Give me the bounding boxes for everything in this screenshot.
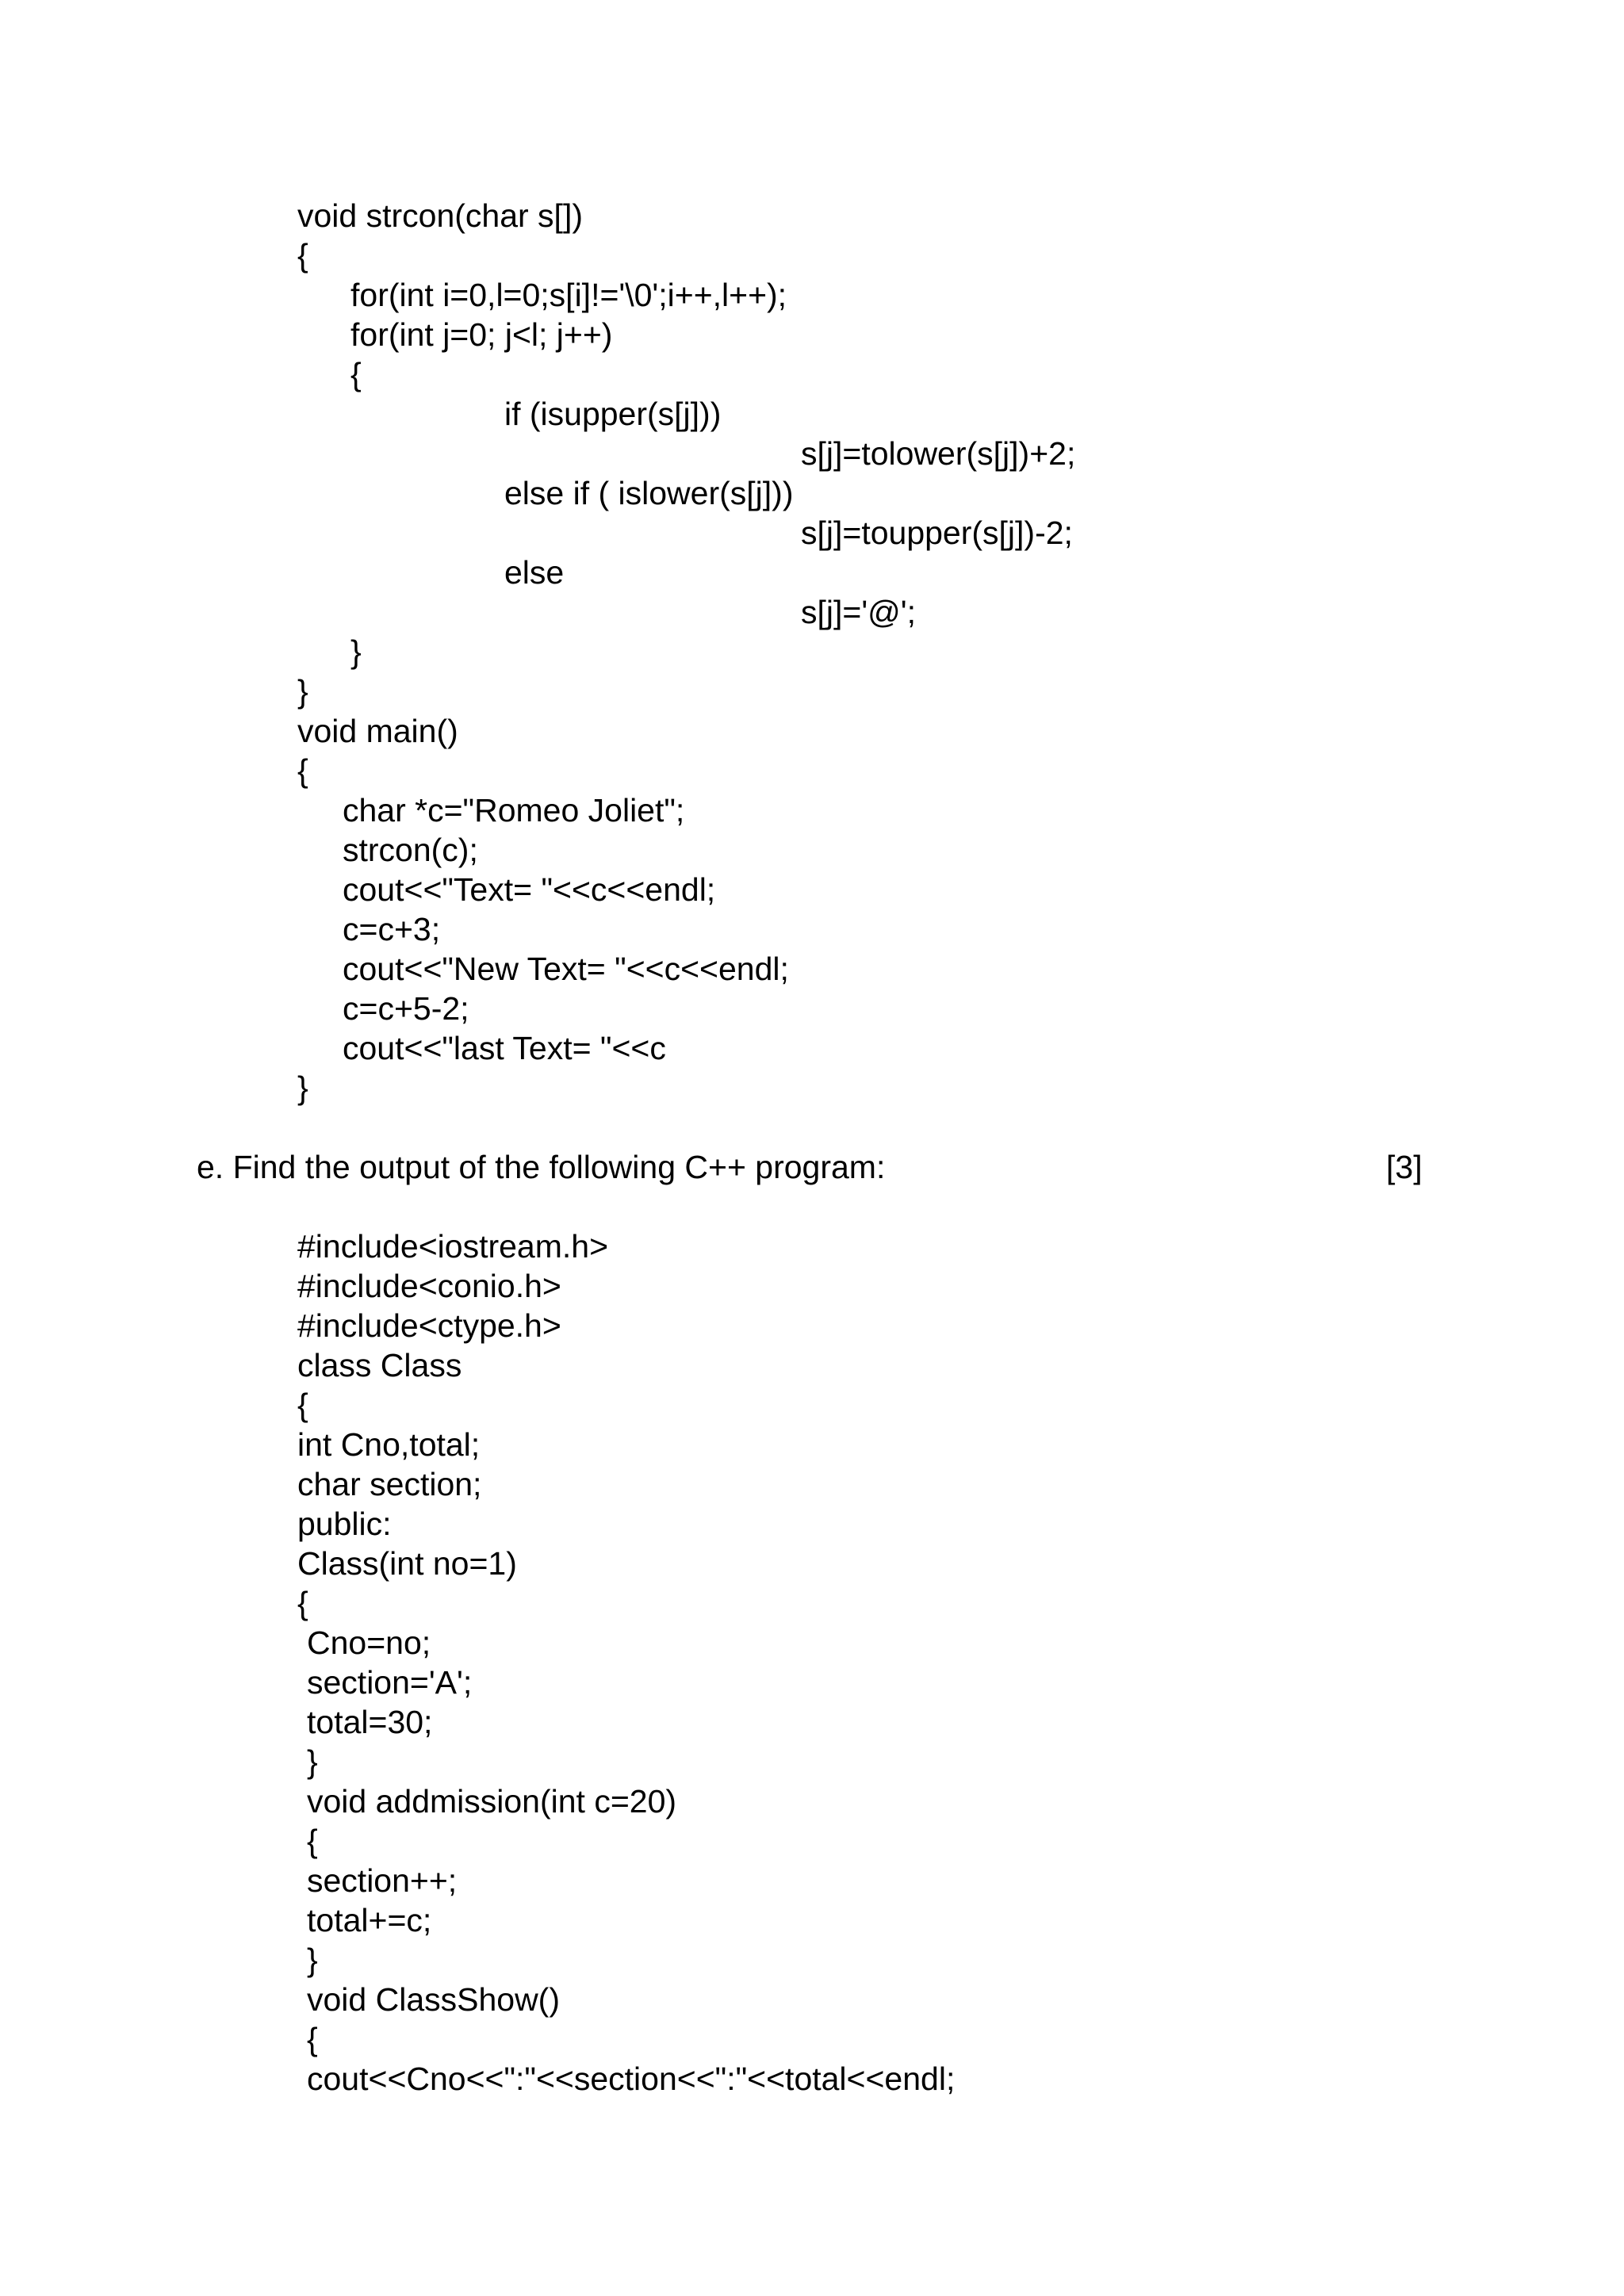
- code-line: s[j]='@';: [801, 594, 917, 630]
- code-line: }: [297, 673, 308, 710]
- code-line: void addmission(int c=20): [307, 1783, 677, 1820]
- code-line: for(int i=0,l=0;s[i]!='\0';i++,l++);: [350, 277, 787, 313]
- code-line: s[j]=toupper(s[j])-2;: [801, 515, 1073, 551]
- code-line: void main(): [297, 713, 458, 749]
- code-line: #include<conio.h>: [297, 1268, 561, 1304]
- code-line: int Cno,total;: [297, 1426, 481, 1463]
- code-line: }: [297, 1070, 308, 1106]
- code-line: char section;: [297, 1466, 482, 1502]
- code-line: s[j]=tolower(s[j])+2;: [801, 435, 1076, 472]
- code-line: {: [297, 1585, 308, 1621]
- code-line: Class(int no=1): [297, 1545, 517, 1582]
- code-line: {: [350, 356, 362, 392]
- code-line: else if ( islower(s[j])): [504, 475, 794, 511]
- code-line: for(int j=0; j<l; j++): [350, 316, 613, 353]
- code-line: Cno=no;: [307, 1624, 431, 1661]
- code-line: }: [307, 1743, 318, 1780]
- question-marks: [3]: [1386, 1149, 1423, 1185]
- code-line: #include<iostream.h>: [297, 1228, 609, 1265]
- code-line: void strcon(char s[]): [297, 197, 583, 234]
- code-line: public:: [297, 1506, 392, 1542]
- question-text: e. Find the output of the following C++ program:: [197, 1149, 886, 1185]
- code-line: total+=c;: [307, 1902, 432, 1938]
- code-line: cout<<"New Text= "<<c<<endl;: [343, 951, 789, 987]
- code-line: {: [297, 237, 308, 274]
- code-line: cout<<Cno<<":"<<section<<":"<<total<<endl;: [307, 2061, 956, 2097]
- code-line: total=30;: [307, 1704, 433, 1740]
- code-line: else: [504, 554, 565, 591]
- code-line: {: [297, 752, 308, 789]
- code-line: if (isupper(s[j])): [504, 396, 722, 432]
- code-line: void ClassShow(): [307, 1981, 560, 2018]
- code-line: cout<<"Text= "<<c<<endl;: [343, 871, 716, 908]
- code-line: {: [307, 2021, 318, 2057]
- code-line: #include<ctype.h>: [297, 1307, 561, 1344]
- code-line: section='A';: [307, 1664, 473, 1701]
- code-line: }: [307, 1942, 318, 1978]
- code-line: cout<<"last Text= "<<c: [343, 1030, 666, 1066]
- code-line: strcon(c);: [343, 832, 478, 868]
- code-line: char *c="Romeo Joliet";: [343, 792, 685, 828]
- code-line: {: [307, 1823, 318, 1859]
- code-line: class Class: [297, 1347, 462, 1383]
- code-line: {: [297, 1387, 308, 1423]
- code-line: c=c+3;: [343, 911, 441, 947]
- code-line: section++;: [307, 1862, 458, 1899]
- code-line: }: [350, 633, 362, 670]
- code-line: c=c+5-2;: [343, 990, 469, 1027]
